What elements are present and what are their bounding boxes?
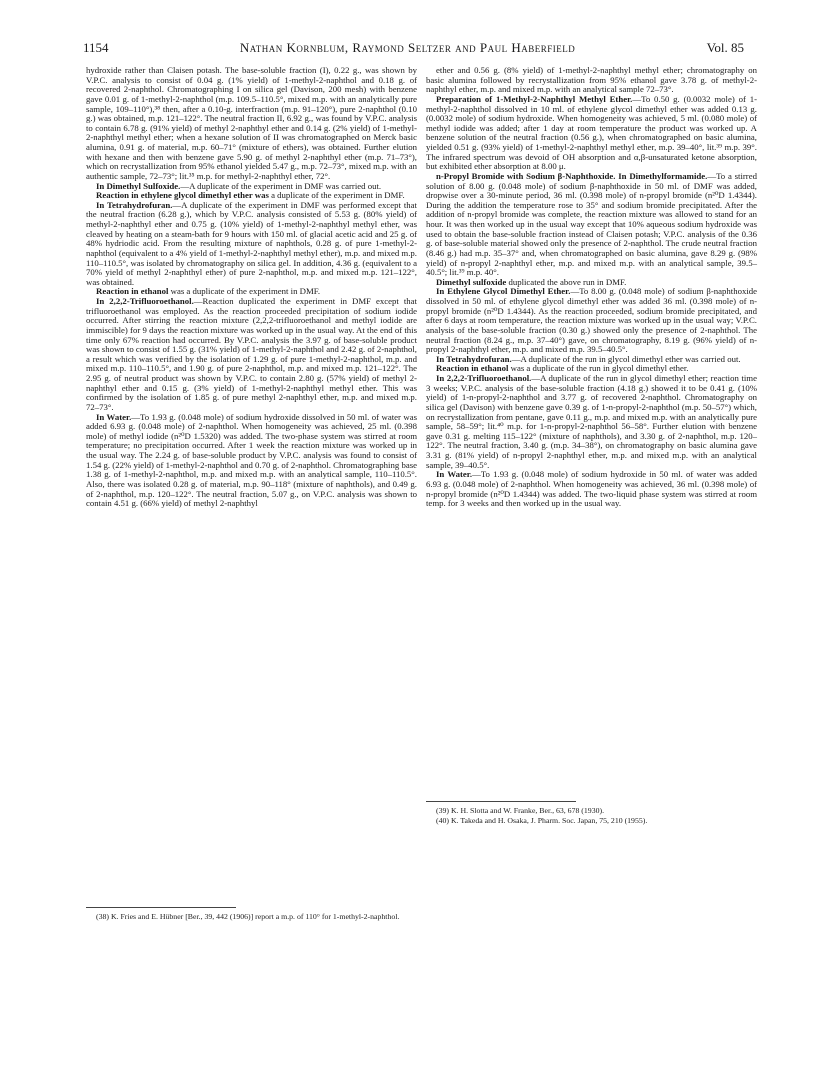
paragraph-heading: Dimethyl sulfoxide bbox=[436, 276, 507, 287]
paragraph-text: —To 0.50 g. (0.0032 mole) of 1-methyl-2-naphthol dissolved in 10 ml. of ethylene glycol dimethyl ether was added 0.13 g. (0.0032 mole) of sodium hydroxide. When homogeneity was achieved, 5 ml. (0.080 mole) of methyl iodide was added; after 1 day at room temperature the product was worked up. A benzene solution of the neutral fraction (0.56 g.), when chromatographed on basic alumina, yielded 0.51 g. (93% yield) of 1-methyl-2-naphthyl methyl ether, m.p. 39–40°, lit.³⁹ m.p. 39°. The infrared spectrum was devoid of OH absorption and α,β-unsaturated ketone absorption, but exhibited ether absorption at 8.00 μ. bbox=[426, 93, 757, 172]
paragraph-text: —A duplicate of the experiment in DMF was carried out. bbox=[180, 180, 382, 191]
paragraph-text: duplicated the above run in DMF. bbox=[506, 276, 627, 287]
paragraph-text: a duplicate of the experiment in DMF. bbox=[268, 190, 405, 201]
paragraph-text: —To a stirred solution of 8.00 g. (0.048 mole) of sodium β-naphthoxide in 50 ml. of DMF was added, dropwise over a 30-minute period, 36 ml. (0.398 mole) of n-propyl bromide (n²⁰D 1.4344). During the addition the temperature rose to 35° and sodium bromide precipitated. After the addition of n-propyl bromide was complete, the reaction mixture was allowed to stand for an hour. It was then worked up in the usual way except that 10% aqueous sodium hydroxide was used to obtain the base-soluble fraction instead of Claisen potash; V.P.C. analysis of the 0.36 g. of base-soluble material showed only the presence of 2-naphthol. The crude neutral fraction (8.46 g.) had m.p. 35–37° and, when chromatographed on basic alumina, gave 8.29 g. (98% yield) of n-propyl 2-naphthyl ether, m.p. and mixed m.p. with an analytical sample, 39.5–40.5°; lit.³⁹ m.p. 40°. bbox=[426, 170, 757, 278]
paragraph-heading: Reaction in ethanol bbox=[96, 286, 169, 297]
paragraph bbox=[86, 66, 417, 182]
footnote: (39) K. H. Slotta and W. Franke, Ber., 63, 678 (1930). bbox=[436, 806, 605, 815]
footnote-rule-right bbox=[426, 801, 576, 802]
paragraph-text: —A duplicate of the run in glycol dimethyl ether; reaction time 3 weeks; V.P.C. analysis of the base-soluble fraction (4.18 g.) showed it to be 0.41 g. (10% yield) of 1-n-propyl-2-naphthol and 3.77 g. of recovered 2-naphthol. Chromatography on silica gel (Davison) with benzene gave 0.39 g. of 1-n-propyl-2-naphthol (m.p. 50–57°) which, on recrystallization from pentane, gave 0.11 g., m.p. and mixed m.p. with an analytically pure sample, 58–59°; lit.⁴⁰ m.p. for 1-n-propyl-2-naphthol 56–58°. Further elution with benzene gave 0.31 g. melting 115–122° (mixture of naphthols), and 3.30 g. of 2-naphthol, m.p. 120–122°. The neutral fraction, 3.40 g. (m.p. 34–38°), on chromatography on basic alumina gave 3.31 g. (81% yield) of n-propyl 2-naphthyl ether, m.p. and mixed m.p. with an analytical sample, 39–40.5°. bbox=[426, 373, 757, 470]
paragraph-text: hydroxide rather than Claisen potash. The base-soluble fraction (I), 0.22 g., was shown by V.P.C. analysis to consist of 0.04 g. (1% yield) of 1-methyl-2-naphthol and 0.18 g. of recovered 2-naphthol. Chromatographing I on silica gel (Davison, 200 mesh) with benzene gave 0.01 g. of 1-methyl-2-naphthol (m.p. 109.5–110.5°, mixed m.p. with an analytically pure sample, 109–110°),³⁸ then, after a 0.10-g. interfraction (m.p. 91–120°), pure 2-naphthol (0.10 g.) was obtained, m.p. 121–122°. The neutral fraction II, 6.92 g., was found by V.P.C. analysis to contain 6.78 g. (91% yield) of methyl 2-naphthyl ether and 0.14 g. (2% yield) of 1-methyl-2-naphthyl methyl ether; when a hexane solution of II was chromatographed on Merck basic alumina, 0.91 g. of material, m.p. 60–71° (mixture of ethers), was obtained. Further elution with hexane and then with benzene gave 5.90 g. of methyl 2-naphthyl ether (m.p. 71–73°), which on recrystallization from 95% ethanol yielded 5.47 g., m.p. 72–73°, mixed m.p. with an authentic sample, 72–73°; lit.³⁵ m.p. for methyl-2-naphthyl ether, 72°. bbox=[86, 65, 417, 181]
paragraph bbox=[86, 413, 417, 509]
paragraph-text: ether and 0.56 g. (8% yield) of 1-methyl-2-naphthyl methyl ether; chromatography on basic alumina followed by recrystallization from 95% ethanol gave 3.78 g. of methyl-2-naphthyl ether, m.p. and mixed m.p. with an analytical sample 72–73°. bbox=[426, 65, 757, 95]
paragraph-heading: In 2,2,2-Trifluoroethanol. bbox=[96, 296, 194, 306]
paragraph-heading: Reaction in ethanol bbox=[436, 363, 509, 374]
paragraph bbox=[426, 287, 757, 354]
paragraph-heading: In Dimethyl Sulfoxide. bbox=[96, 180, 181, 191]
paragraph bbox=[86, 201, 417, 288]
footnote: (40) K. Takeda and H. Osaka, J. Pharm. Soc. Japan, 75, 210 (1955). bbox=[436, 815, 648, 825]
paragraph bbox=[426, 470, 757, 509]
running-header bbox=[83, 40, 744, 58]
volume-label: Vol. 85 bbox=[706, 40, 744, 55]
paragraph-text: —Reaction duplicated the experiment in DMF except that trifluoroethanol was employed. As the reaction proceeded precipitation of sodium iodide occurred. After stirring the reaction mixture (2,2,2-trifluoroethanol and methyl iodide are immiscible) for 9 days the reaction mixture was worked up in the usual way. At the end of this time only 67% reaction had occurred. By V.P.C. analysis the 3.97 g. of base-soluble product was shown to consist of 1.55 g. (31% yield) of 1-methyl-2-naphthol and 2.42 g. of 2-naphthol, a result which was verified by the isolation of 1.29 g. of pure 1-methyl-2-naphthol, m.p. and mixed m.p. 110–110.5°, and 1.90 g. of pure 2-naphthol, m.p. and mixed m.p. 121–122°. The 2.95 g. of neutral product was shown by V.P.C. to contain 2.80 g. (57% yield) of methyl 2-naphthyl ether and 0.15 g. (3% yield) of 1-methyl-2-naphthyl methyl ether. This was confirmed by the isolation of 1.85 g. of pure methyl 2-naphthyl ether, m.p. and mixed m.p. 72–73°. bbox=[86, 296, 417, 412]
paragraph-heading: Reaction in ethylene glycol dimethyl ether was bbox=[96, 190, 269, 201]
paragraph-text: —To 1.93 g. (0.048 mole) of sodium hydroxide dissolved in 50 ml. of water was added 6.93 g. (0.048 mole) of 2-naphthol. When homogeneity was achieved, 25 ml. (0.398 mole) of methyl iodide (n²⁰D 1.5320) was added. The two-phase system was stirred at room temperature; no precipitation occurred. After 1 week the reaction mixture was worked up in the usual way. The 2.24 g. of base-soluble product by V.P.C. analysis was found to consist of 1.54 g. (22% yield) of 1-methyl-2-naphthol and 0.70 g. of 2-naphthol. Chromatographing base 1.38 g. of 1-methyl-2-naphthol, m.p. and mixed m.p. with an analytical sample, 110–110.5°. Also, there was isolated 0.28 g. of material, m.p. 90–118° (mixture of naphthols), and 0.49 g. of 2-naphthol, m.p. 120–122°. The neutral fraction, 5.07 g., on V.P.C. analysis was shown to contain 4.51 g. (66% yield) of methyl 2-naphthyl bbox=[86, 411, 417, 509]
right-footnotes bbox=[426, 806, 757, 825]
paragraph bbox=[426, 66, 757, 95]
page-number: 1154 bbox=[83, 40, 109, 55]
footnote-rule-left bbox=[86, 907, 236, 908]
paragraph-text: —To 8.00 g. (0.048 mole) of sodium β-naphthoxide dissolved in 50 ml. of ethylene glycol dimethyl ether was added 36 ml. (0.398 mole) of n-propyl bromide (n²⁰D 1.4344). As the reaction proceeded, sodium bromide precipitated, and after 6 days at room temperature, the reaction mixture was worked up in the usual way; V.P.C. analysis of the base-soluble fraction (0.30 g.) showed only the presence of 2-naphthol. The neutral fraction (8.24 g., m.p. 37–40°) gave, on chromatography, 8.19 g. (96% yield) of n-propyl 2-naphthyl ether, m.p. and mixed m.p. 39.5–40.5°. bbox=[426, 286, 758, 355]
paragraph-text: —A duplicate of the run in glycol dimethyl ether was carried out. bbox=[511, 353, 741, 364]
paragraph-text: was a duplicate of the run in glycol dimethyl ether. bbox=[508, 363, 689, 374]
paragraph-heading: In Tetrahydrofuran. bbox=[436, 353, 512, 364]
running-title-authors: Nathan Kornblum, Raymond Seltzer and Paul Haberfield bbox=[239, 40, 576, 55]
paragraph-heading: In Water. bbox=[436, 469, 473, 480]
paragraph bbox=[426, 374, 757, 470]
paragraph-heading: In 2,2,2-Trifluoroethanol. bbox=[436, 373, 532, 383]
paragraph-text: —A duplicate of the experiment in DMF was performed except that the neutral fraction (6.28 g.), which by V.P.C. analysis consisted of 5.53 g. (80% yield) of methyl-2-naphthyl ether and 0.75 g. (10% yield) of 1-methyl-2-naphthyl methyl ether, was cleaved by heating on a steam-bath for 9 hours with 150 ml. of glacial acetic acid and 25 g. of 48% hydriodic acid. From the resulting mixture of naphthols, 0.28 g. of pure 1-methyl-2-naphthol (equivalent to a 4% yield of 1-methyl-2-naphthyl methyl ether), m.p. and mixed m.p. 110–110.5°, was isolated by chromatography on silica gel. In addition, 4.36 g. (equivalent to a 70% yield of methyl 2-naphthyl ether) of pure 2-naphthol, m.p. and mixed m.p. 121–122°, was obtained. bbox=[86, 199, 417, 287]
paragraph bbox=[86, 297, 417, 413]
paragraph-heading: Preparation of 1-Methyl-2-Naphthyl Methyl Ether. bbox=[436, 93, 633, 104]
paragraph-heading: n-Propyl Bromide with Sodium β-Naphthoxide. In Dimethylformamide. bbox=[436, 170, 708, 181]
footnote-38: (38) K. Fries and E. Hübner [Ber., 39, 442 (1906)] report a m.p. of 110° for 1-methyl-2-naphthol. bbox=[96, 912, 400, 921]
paragraph bbox=[426, 172, 757, 278]
paragraph-text: —To 1.93 g. (0.048 mole) of sodium hydroxide in 50 ml. of water was added 6.93 g. (0.048 mole) of 2-naphthol. When homogeneity was achieved, 36 ml. (0.398 mole) of n-propyl bromide (n²⁰D 1.4344) was added. The two-liquid phase system was stirred at room temp. for 3 weeks and then worked up in the usual way. bbox=[426, 469, 757, 509]
paragraph-heading: In Ethylene Glycol Dimethyl Ether. bbox=[436, 286, 571, 297]
paragraph-heading: In Tetrahydrofuran. bbox=[96, 199, 173, 210]
left-column bbox=[86, 66, 417, 509]
paragraph-heading: In Water. bbox=[96, 411, 132, 422]
right-column bbox=[426, 66, 757, 509]
paragraph-text: was a duplicate of the experiment in DMF. bbox=[168, 286, 321, 297]
left-footnotes bbox=[86, 912, 417, 922]
paragraph bbox=[426, 95, 757, 172]
